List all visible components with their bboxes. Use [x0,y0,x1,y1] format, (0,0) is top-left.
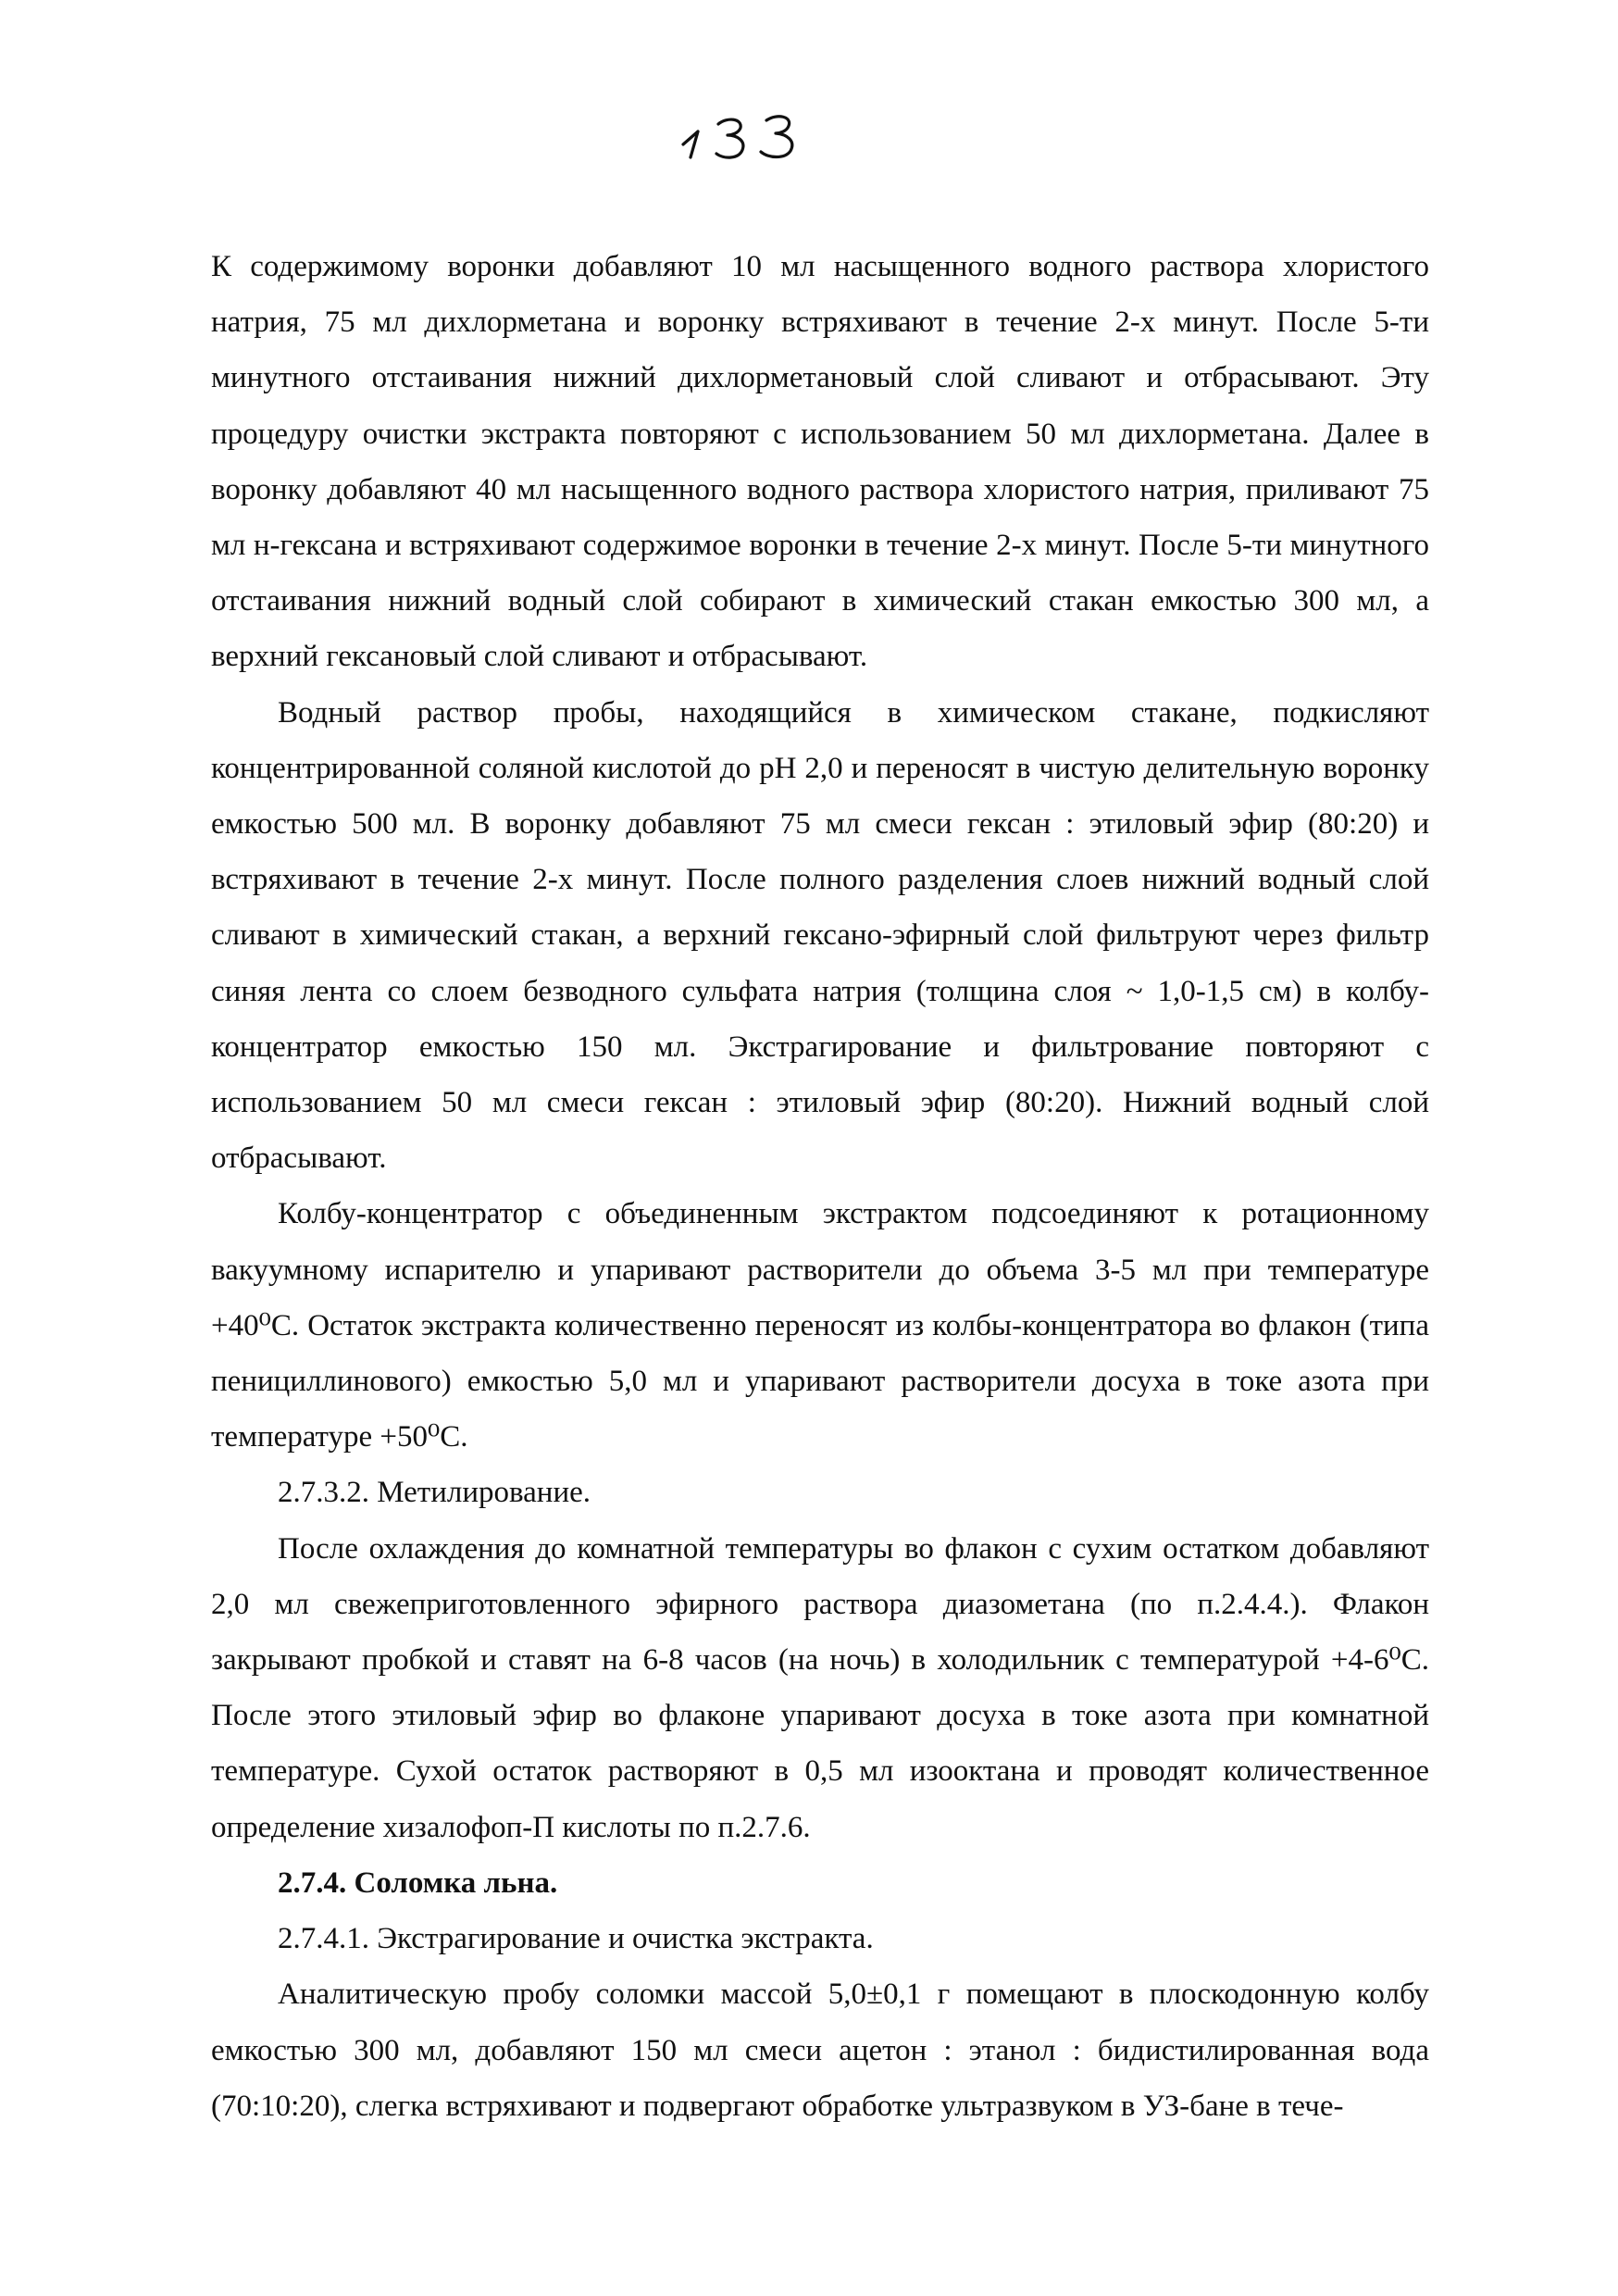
paragraph: Аналитическую пробу соломки массой 5,0±0,1 г помещают в плоскодонную колбу емкостью 300 мл, добавляют 150 мл смеси ацетон : этанол : бидистилированная вода (70:10:20), слегка встряхивают и подвергают обработке ультразвуком в УЗ-бане в тече- [211,1978,1429,2123]
paragraph: После охлаждения до комнатной температуры во флакон с сухим остатком добавляют 2,0 мл свежеприготовленного эфирного раствора диазометана (по п.2.4.4.). Флакон закрывают пробкой и ставят на 6-8 часов (на ночь) в холодильник с температурой +4-6⁰С. После этого этиловый эфир во флаконе упаривают досуха в токе азота при комнатной температуре. Сухой остаток растворяют в 0,5 мл изооктана и проводят количественное определение хизалофоп-П кислоты по п.2.7.6. [211,1531,1429,1844]
subsection-heading: 2.7.4.1. Экстрагирование и очистка экстракта. [278,1922,874,1956]
document-body [211,239,1429,2134]
page-number [666,100,842,165]
paragraph: Водный раствор пробы, находящийся в химическом стакане, подкисляют концентрированной соляной кислотой до pH 2,0 и переносят в чистую делительную воронку емкостью 500 мл. В воронку добавляют 75 мл смеси гексан : этиловый эфир (80:20) и встряхивают в течение 2-х минут. После полного разделения слоев нижний водный слой сливают в химический стакан, а верхний гексано-эфирный слой фильтруют через фильтр синяя лента со слоем безводного сульфата натрия (толщина слоя ~ 1,0-1,5 см) в колбу-концентратор емкостью 150 мл. Экстрагирование и фильтрование повторяют с использованием 50 мл смеси гексан : этиловый эфир (80:20). Нижний водный слой отбрасывают. [211,695,1429,1176]
handwritten-page-number [666,100,842,165]
paragraph: К содержимому воронки добавляют 10 мл насыщенного водного раствора хлористого натрия, 75 мл дихлорметана и воронку встряхивают в течение 2-х минут. После 5-ти минутного отстаивания нижний дихлорметановый слой сливают и отбрасывают. Эту процедуру очистки экстракта повторяют с использованием 50 мл дихлорметана. Далее в воронку добавляют 40 мл насыщенного водного раствора хлористого натрия, приливают 75 мл н-гексана и встряхивают содержимое воронки в течение 2-х минут. После 5-ти минутного отстаивания нижний водный слой собирают в химический стакан емкостью 300 мл, а верхний гексановый слой сливают и отбрасывают. [211,250,1429,674]
paragraph: Колбу-концентратор с объединенным экстрактом подсоединяют к ротационному вакуумному испарителю и упаривают растворители до объема 3-5 мл при температуре +40⁰С. Остаток экстракта количественно переносят из колбы-концентратора во флакон (типа пенициллинового) емкостью 5,0 мл и упаривают растворители досуха в токе азота при температуре +50⁰С. [211,1197,1429,1454]
section-heading: 2.7.4. Соломка льна. [278,1866,558,1900]
subsection-heading: 2.7.3.2. Метилирование. [278,1476,591,1510]
